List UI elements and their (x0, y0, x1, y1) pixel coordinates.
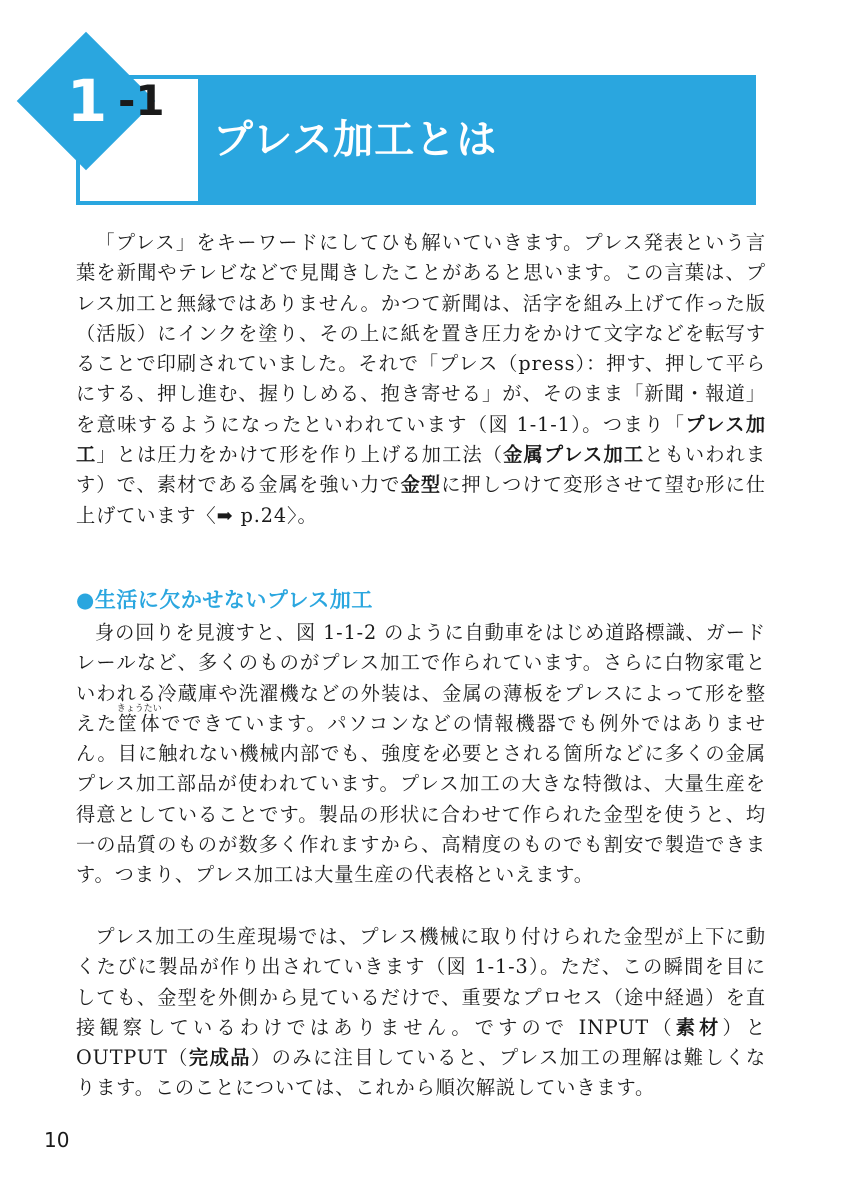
text-run: に押しつけて変形させて望む形に仕上げています〈➡ p.24〉。 (76, 473, 766, 527)
section-subheading: ●生活に欠かせないプレス加工 (76, 588, 373, 612)
chapter-number: 1 (66, 67, 108, 135)
bold-term: 金属プレス加工 (503, 443, 645, 467)
text-run: ともいわれます）で、素材である金属を強い力で (76, 443, 766, 497)
text-run: ）のみに注目していると、プレス加工の理解は難しくなります。このことについては、これから順次解説していきます。 (76, 1046, 767, 1100)
section-number: -1 (118, 76, 165, 125)
ruby-term (116, 703, 162, 735)
bold-term: 素材 (675, 1015, 723, 1039)
text-run: 「プレス」をキーワードにしてひも解いていきます。プレス発表という言葉を新聞やテレビなどで見聞きしたことがあると思います。この言葉は、プレス加工と無縁ではありません。かつて新聞は、活字を組み上げて作った版（活版）にインクを塗り、その上に紙を置き圧力をかけて文字などを転写することで印刷されていました。それで「プレス（press）：押す、押して平らにする、押し進む、握りしめる、抱き寄せる」が、そのまま「新聞・報道」を意味するようになったといわれています（図 1-1-1）。つまり「 (76, 231, 766, 436)
ruby-reading: きょうたい (116, 703, 162, 714)
ruby-base: 筐体 (116, 711, 162, 735)
text-run: 身の回りを見渡すと、図 1-1-2 のように自動車をはじめ道路標識、ガードレールなど、多くのものがプレス加工で作られています。さらに白物家電といわれる冷蔵庫や洗濯機などの外装は、金属の薄板をプレスによって形を整えた (76, 621, 766, 735)
body-paragraph-1 (76, 618, 766, 891)
bold-term: 金型 (400, 473, 442, 497)
text-run: ）と OUTPUT（ (76, 1015, 766, 1070)
text-run: でできています。パソコンなどの情報機器でも例外ではありません。目に触れない機械内部でも、強度を必要とされる箇所などに多くの金属プレス加工部品が使われています。プレス加工の大きな特徴は、大量生産を得意としていることです。製品の形状に合わせて作られた金型を使うと、均一の品質のものが数多く作れますから、高精度のものでも割安で製造できます。つまり、プレス加工は大量生産の代表格といえます。 (76, 711, 766, 887)
text-run: プレス加工の生産現場では、プレス機械に取り付けられた金型が上下に動くたびに製品が作り出されていきます（図 1-1-3）。ただ、この瞬間を目にしても、金型を外側から見ているだけで、重要なプロセス（途中経過）を直接観察しているわけではありません。ですので INPUT（ (76, 925, 766, 1039)
bold-term: 完成品 (188, 1046, 251, 1070)
intro-paragraph (76, 228, 766, 531)
text-run: 」とは圧力をかけて形を作り上げる加工法（ (96, 443, 504, 467)
page-title: プレス加工とは (213, 117, 498, 163)
body-paragraph-2 (76, 922, 766, 1104)
bold-term: プレス加工 (76, 412, 766, 467)
page-number: 10 (44, 1128, 70, 1152)
